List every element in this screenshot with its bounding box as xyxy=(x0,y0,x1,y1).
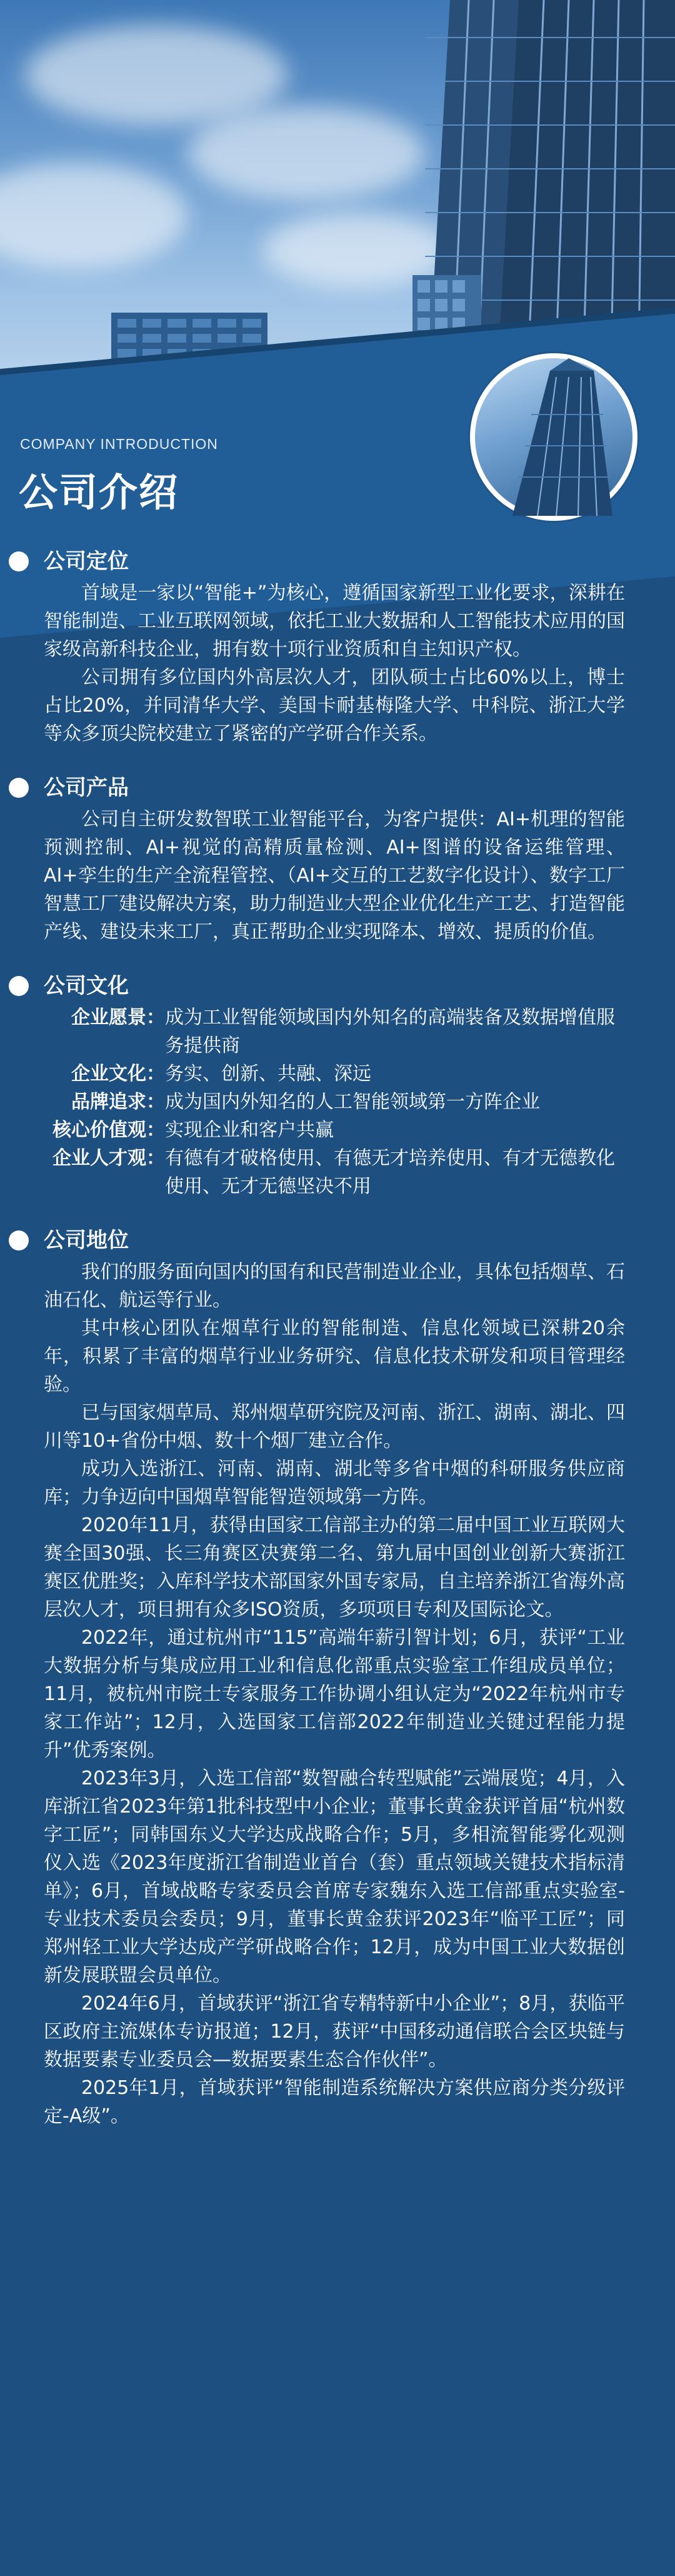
paragraph: 2024年6月，首域获评“浙江省专精特新中小企业”；8月，获临平区政府主流媒体专访报道；12月，获评“中国移动通信联合会区块链与数据要素专业委员会—数据要素生态合作伙伴”。 xyxy=(44,1993,625,2071)
culture-item-value: 务实、创新、共融、深远 xyxy=(165,1063,371,1085)
paragraph: 我们的服务面向国内的国有和民营制造业企业，具体包括烟草、石油石化、航运等行业。 xyxy=(44,1261,625,1311)
tower-photo xyxy=(475,358,632,516)
paragraph: 2020年11月，获得由国家工信部主办的第二届中国工业互联网大赛全国30强、长三角赛区决赛第二名、第九届中国创业创新大赛浙江赛区优胜奖；入库科学技术部国家外国专家局，自主培养浙江省海外高层次人才，项目拥有众多ISO资质，多项项目专利及国际论文。 xyxy=(44,1514,625,1621)
culture-item-culture xyxy=(44,1060,631,1088)
section-products xyxy=(0,770,675,946)
section-heading-text: 公司地位 xyxy=(44,1228,129,1253)
paragraph: 成功入选浙江、河南、湖南、湖北等多省中烟的科研服务供应商库；力争迈向中国烟草智能智造领域第一方阵。 xyxy=(44,1458,625,1508)
paragraph: 2023年3月，入选工信部“数智融合转型赋能”云端展览；4月，入库浙江省2023年第1批科技型中小企业；董事长黄金获评首届“杭州数字工匠”；同韩国东义大学达成战略合作；5月，多相流智能雾化观测仪入选《2023年度浙江省制造业首台（套）重点领域关键技术指标清单》；6月，首域战略专家委员会首席专家魏东入选工信部重点实验室-专业技术委员会委员；9月，董事长黄金获评2023年“临平工匠”；同郑州轻工业大学达成产学研战略合作；12月，成为中国工业大数据创新发展联盟会员单位。 xyxy=(44,1768,625,1986)
paragraph: 已与国家烟草局、郑州烟草研究院及河南、浙江、湖南、湖北、四川等10+省份中烟、数十个烟厂建立合作。 xyxy=(44,1402,625,1452)
page-title: 公司介绍 xyxy=(19,470,179,515)
paragraph: 2025年1月，首域获评“智能制造系统解决方案供应商分类分级评定-A级”。 xyxy=(44,2077,625,2127)
culture-item-vision xyxy=(44,1004,631,1060)
section-heading xyxy=(44,1223,675,1258)
culture-item-key: 企业文化： xyxy=(71,1063,165,1085)
culture-item-values xyxy=(44,1116,631,1144)
bullet-dot-icon xyxy=(9,551,29,571)
culture-item-value: 成为国内外知名的人工智能领域第一方阵企业 xyxy=(165,1091,540,1113)
paragraph: 首域是一家以“智能+”为核心，遵循国家新型工业化要求，深耕在智能制造、工业互联网领域，依托工业大数据和人工智能技术应用的国家级高新科技企业，拥有数十项行业资质和自主知识产权。 xyxy=(44,582,625,660)
cloud xyxy=(188,106,425,200)
section-heading-text: 公司定位 xyxy=(44,549,129,574)
bullet-dot-icon xyxy=(9,976,29,996)
paragraph: 公司自主研发数智联工业智能平台，为客户提供：AI+机理的智能预测控制、AI+视觉的高精质量检测、AI+图谱的设备运维管理、AI+孪生的生产全流程管控、（AI+交互的工艺数字化设计）、数字工厂智慧工厂建设解决方案，助力制造业大型企业优化生产工艺、打造智能产线、建设未来工厂，真正帮助企业实现降本、增效、提质的价值。 xyxy=(44,808,625,943)
company-intro-content xyxy=(0,544,675,2130)
paragraph: 公司拥有多位国内外高层次人才，团队硕士占比60%以上，博士占比20%，并同清华大学、美国卡耐基梅隆大学、中科院、浙江大学等众多顶尖院校建立了紧密的产学研合作关系。 xyxy=(44,667,625,745)
section-culture xyxy=(0,969,675,1200)
culture-item-value: 实现企业和客户共赢 xyxy=(165,1119,334,1141)
hero-banner xyxy=(0,0,675,515)
culture-item-key: 品牌追求： xyxy=(71,1091,165,1113)
culture-item-value: 成为工业智能领域国内外知名的高端装备及数据增值服务提供商 xyxy=(165,1007,615,1057)
paragraph: 2022年，通过杭州市“115”高端年薪引智计划；6月，获评“工业大数据分析与集成应用工业和信息化部重点实验室工作组成员单位；11月，被杭州市院士专家服务工作协调小组认定为“2022年杭州市专家工作站”；12月，入选国家工信部2022年制造业关键过程能力提升”优秀案例。 xyxy=(44,1627,625,1761)
building-photo-circle xyxy=(470,353,638,521)
section-heading xyxy=(44,544,675,579)
culture-item-talent xyxy=(44,1144,631,1200)
section-heading xyxy=(44,969,675,1004)
section-status xyxy=(0,1223,675,2130)
bullet-dot-icon xyxy=(9,1230,29,1250)
culture-item-value: 有德有才破格使用、有德无才培养使用、有才无德教化使用、无才无德坚决不用 xyxy=(165,1147,615,1197)
bullet-dot-icon xyxy=(9,778,29,798)
section-subtitle-en: COMPANY INTRODUCTION xyxy=(20,436,218,452)
culture-item-key: 企业愿景： xyxy=(71,1007,165,1029)
paragraph: 其中核心团队在烟草行业的智能制造、信息化领域已深耕20余年，积累了丰富的烟草行业业务研究、信息化技术研发和项目管理经验。 xyxy=(44,1317,625,1396)
section-heading-text: 公司产品 xyxy=(44,775,129,800)
section-heading-text: 公司文化 xyxy=(44,974,129,999)
section-positioning xyxy=(0,544,675,748)
culture-item-key: 核心价值观： xyxy=(52,1119,165,1141)
section-heading xyxy=(44,770,675,805)
culture-item-brand xyxy=(44,1088,631,1116)
culture-item-key: 企业人才观： xyxy=(52,1147,165,1169)
cloud xyxy=(0,163,188,269)
cloud xyxy=(25,25,288,125)
